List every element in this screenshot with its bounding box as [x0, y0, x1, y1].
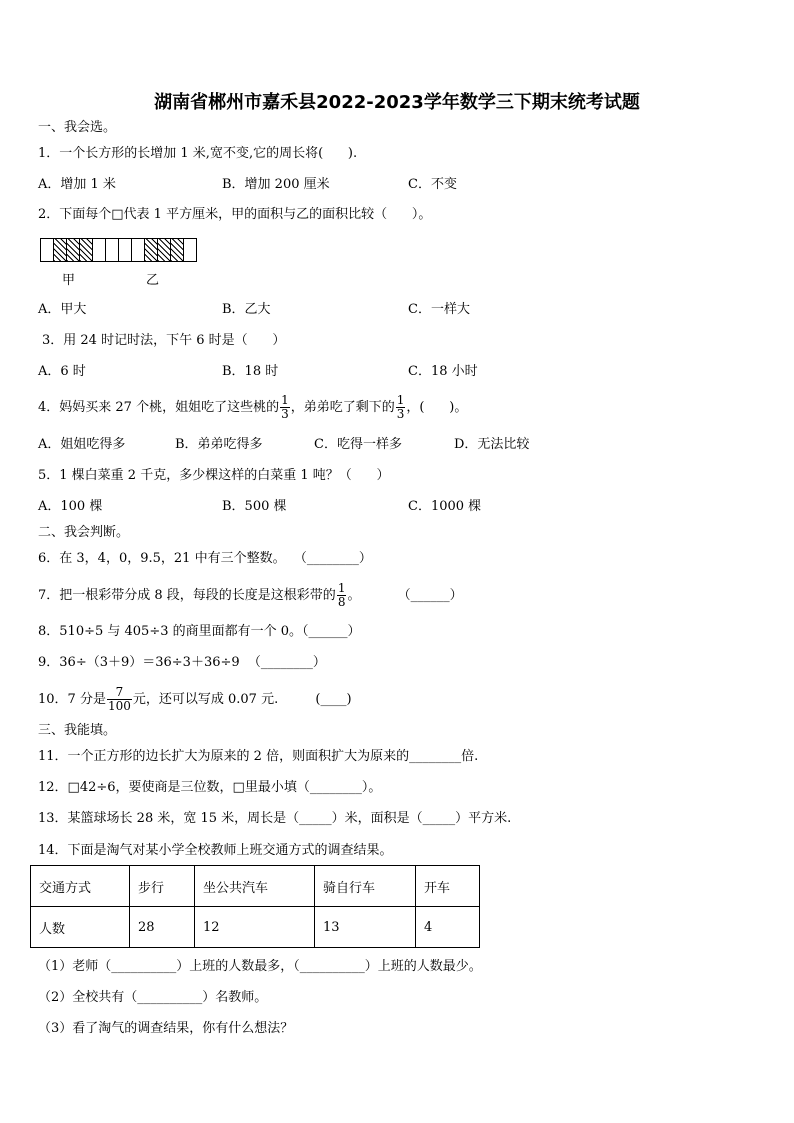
table-cell: 骑自行车	[315, 866, 416, 907]
q5-option-a: A．100 棵	[38, 499, 103, 514]
table-cell: 步行	[130, 866, 195, 907]
q4-option-a: A．姐姐吃得多	[38, 437, 126, 452]
page-title: 湖南省郴州市嘉禾县2022-2023学年数学三下期末统考试题	[154, 92, 640, 113]
fraction-one-eighth: $\frac{1}{8}$	[337, 581, 346, 609]
question-13: 13．某篮球场长 28 米，宽 15 米，周长是（_____）米，面积是（_____）平方米.	[38, 811, 512, 826]
question-3: 3．用 24 时记时法，下午 6 时是（ ）	[42, 333, 286, 348]
question-11: 11．一个正方形的边长扩大为原来的 2 倍，则面积扩大为原来的________倍.	[38, 749, 479, 764]
area-grid-figure	[40, 238, 197, 262]
q3-option-a: A．6 时	[38, 364, 86, 379]
q4-option-c: C．吃得一样多	[314, 437, 402, 452]
table-cell: 28	[130, 907, 195, 948]
question-2: 2．下面每个□代表 1 平方厘米，甲的面积与乙的面积比较（ ）。	[38, 207, 432, 222]
q4-option-b: B．弟弟吃得多	[175, 437, 263, 452]
question-12: 12．□42÷6，要使商是三位数，□里最小填（________）。	[38, 780, 382, 795]
table-cell: 4	[416, 907, 480, 948]
table-cell: 13	[315, 907, 416, 948]
table-cell: 开车	[416, 866, 480, 907]
fraction-one-third: $\frac{1}{3}$	[396, 393, 405, 421]
question-6: 6．在 3，4，0，9.5，21 中有三个整数。 （________）	[38, 551, 372, 566]
q5-option-b: B．500 棵	[222, 499, 287, 514]
table-cell: 12	[195, 907, 315, 948]
question-14-part-2: （2）全校共有（__________）名教师。	[38, 990, 268, 1005]
q4-option-d: D．无法比较	[454, 437, 530, 452]
fraction-seven-hundredths: $\frac{7}{100}$	[107, 685, 131, 713]
q1-option-b: B．增加 200 厘米	[222, 177, 330, 192]
q1-option-c: C．不变	[408, 177, 457, 192]
fraction-one-third: $\frac{1}{3}$	[281, 393, 289, 421]
q2-option-a: A．甲大	[38, 302, 87, 317]
section-3-heading: 三、我能填。	[38, 723, 117, 738]
table-row	[31, 866, 480, 907]
question-14-part-1: （1）老师（__________）上班的人数最多，（__________）上班的人数最少。	[38, 959, 482, 974]
question-1: 1．一个长方形的长增加 1 米,宽不变,它的周长将( ).	[38, 146, 358, 161]
question-5: 5．1 棵白菜重 2 千克，多少棵这样的白菜重 1 吨？（ ）	[38, 468, 390, 483]
question-9: 9．36÷（3＋9）＝36÷3＋36÷9 （________）	[38, 655, 326, 670]
section-2-heading: 二、我会判断。	[38, 525, 130, 540]
question-14-part-3: （3）看了淘气的调查结果，你有什么想法？	[38, 1021, 294, 1036]
question-8: 8．510÷5 与 405÷3 的商里面都有一个 0。（______）	[38, 624, 361, 639]
table-cell: 人数	[31, 907, 130, 948]
question-10: 10．7 分是 $\frac{7}{100}$ 元，还可以写成 0.07 元. (____)	[38, 685, 352, 713]
q3-option-b: B．18 时	[222, 364, 279, 379]
table-row	[31, 907, 480, 948]
label-yi: 乙	[146, 273, 160, 288]
label-jia: 甲	[62, 273, 76, 288]
question-7: 7．把一根彩带分成 8 段，每段的长度是这根彩带的 $\frac{1}{8}$ 。 （______）	[38, 581, 463, 609]
section-1-heading: 一、我会选。	[38, 120, 117, 135]
question-14: 14．下面是淘气对某小学全校教师上班交通方式的调查结果。	[38, 843, 393, 858]
q3-option-c: C．18 小时	[408, 364, 478, 379]
q2-option-c: C．一样大	[408, 302, 470, 317]
question-4: 4．妈妈买来 27 个桃，姐姐吃了这些桃的 $\frac{1}{3}$ ，弟弟吃了剩下的 $\frac{1}{3}$ ，( )。	[38, 393, 468, 421]
table-cell: 交通方式	[31, 866, 130, 907]
survey-table	[30, 865, 480, 948]
table-cell: 坐公共汽车	[195, 866, 315, 907]
q1-option-a: A．增加 1 米	[38, 177, 116, 192]
q2-option-b: B．乙大	[222, 302, 271, 317]
q5-option-c: C．1000 棵	[408, 499, 482, 514]
